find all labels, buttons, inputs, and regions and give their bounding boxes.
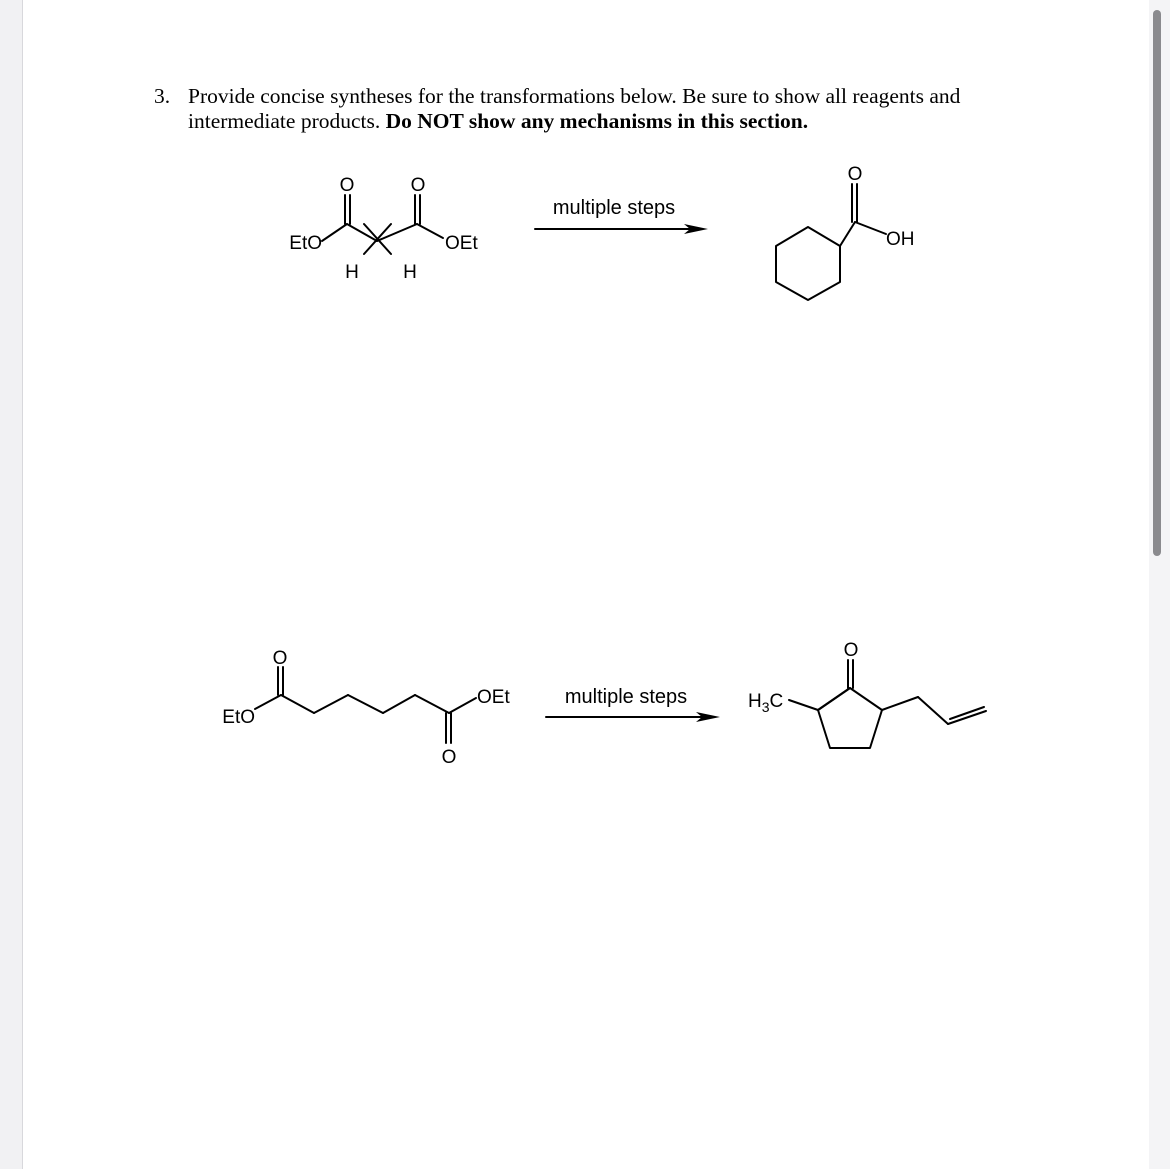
question-number: 3. [154, 84, 171, 108]
methyl-c: C [769, 691, 784, 712]
atom-label: H [403, 262, 417, 283]
atom-label: O [441, 747, 457, 768]
reaction1-reactant [289, 175, 478, 283]
question-instruction-bold: Do NOT show any mechanisms in this section. [385, 109, 809, 133]
question-line-2-plain: intermediate products. [188, 109, 386, 133]
reaction1-product [776, 164, 915, 300]
atom-label: EtO [289, 233, 322, 254]
cyclohexane-ring [776, 227, 840, 300]
bond [322, 224, 347, 241]
question-line-1: Provide concise syntheses for the transformations below. Be sure to show all reagents and [188, 84, 961, 108]
reaction2-arrow [546, 686, 720, 722]
bond [882, 697, 918, 710]
atom-label: EtO [222, 707, 255, 728]
atom-label: OEt [477, 687, 510, 708]
atom-label: O [339, 175, 355, 196]
methyl-subscript: 3 [761, 699, 770, 715]
reaction2-product [748, 640, 986, 748]
atom-label: O [843, 640, 859, 661]
bond [415, 695, 449, 713]
bond [789, 700, 818, 710]
methyl-h: H [748, 691, 762, 712]
bond [383, 695, 415, 713]
atom-label: O [410, 175, 426, 196]
atom-label: O [847, 164, 863, 185]
bond [348, 695, 383, 713]
bond [314, 695, 348, 713]
bond [840, 222, 855, 246]
atom-label: OEt [445, 233, 478, 254]
atom-label: H [345, 262, 359, 283]
bond [281, 695, 314, 713]
methyl-label [748, 691, 783, 715]
reaction1-arrow [535, 197, 708, 234]
bond [449, 698, 476, 713]
bond [855, 222, 886, 234]
atom-label: O [272, 648, 288, 669]
cyclopentane-ring [818, 688, 882, 748]
bond [255, 695, 281, 709]
atom-label: OH [886, 229, 915, 250]
reaction2-reactant [222, 648, 510, 768]
bond [417, 224, 443, 238]
bond [918, 697, 948, 724]
reaction1-arrow-label: multiple steps [552, 197, 676, 219]
reaction2-arrow-label: multiple steps [564, 686, 688, 708]
